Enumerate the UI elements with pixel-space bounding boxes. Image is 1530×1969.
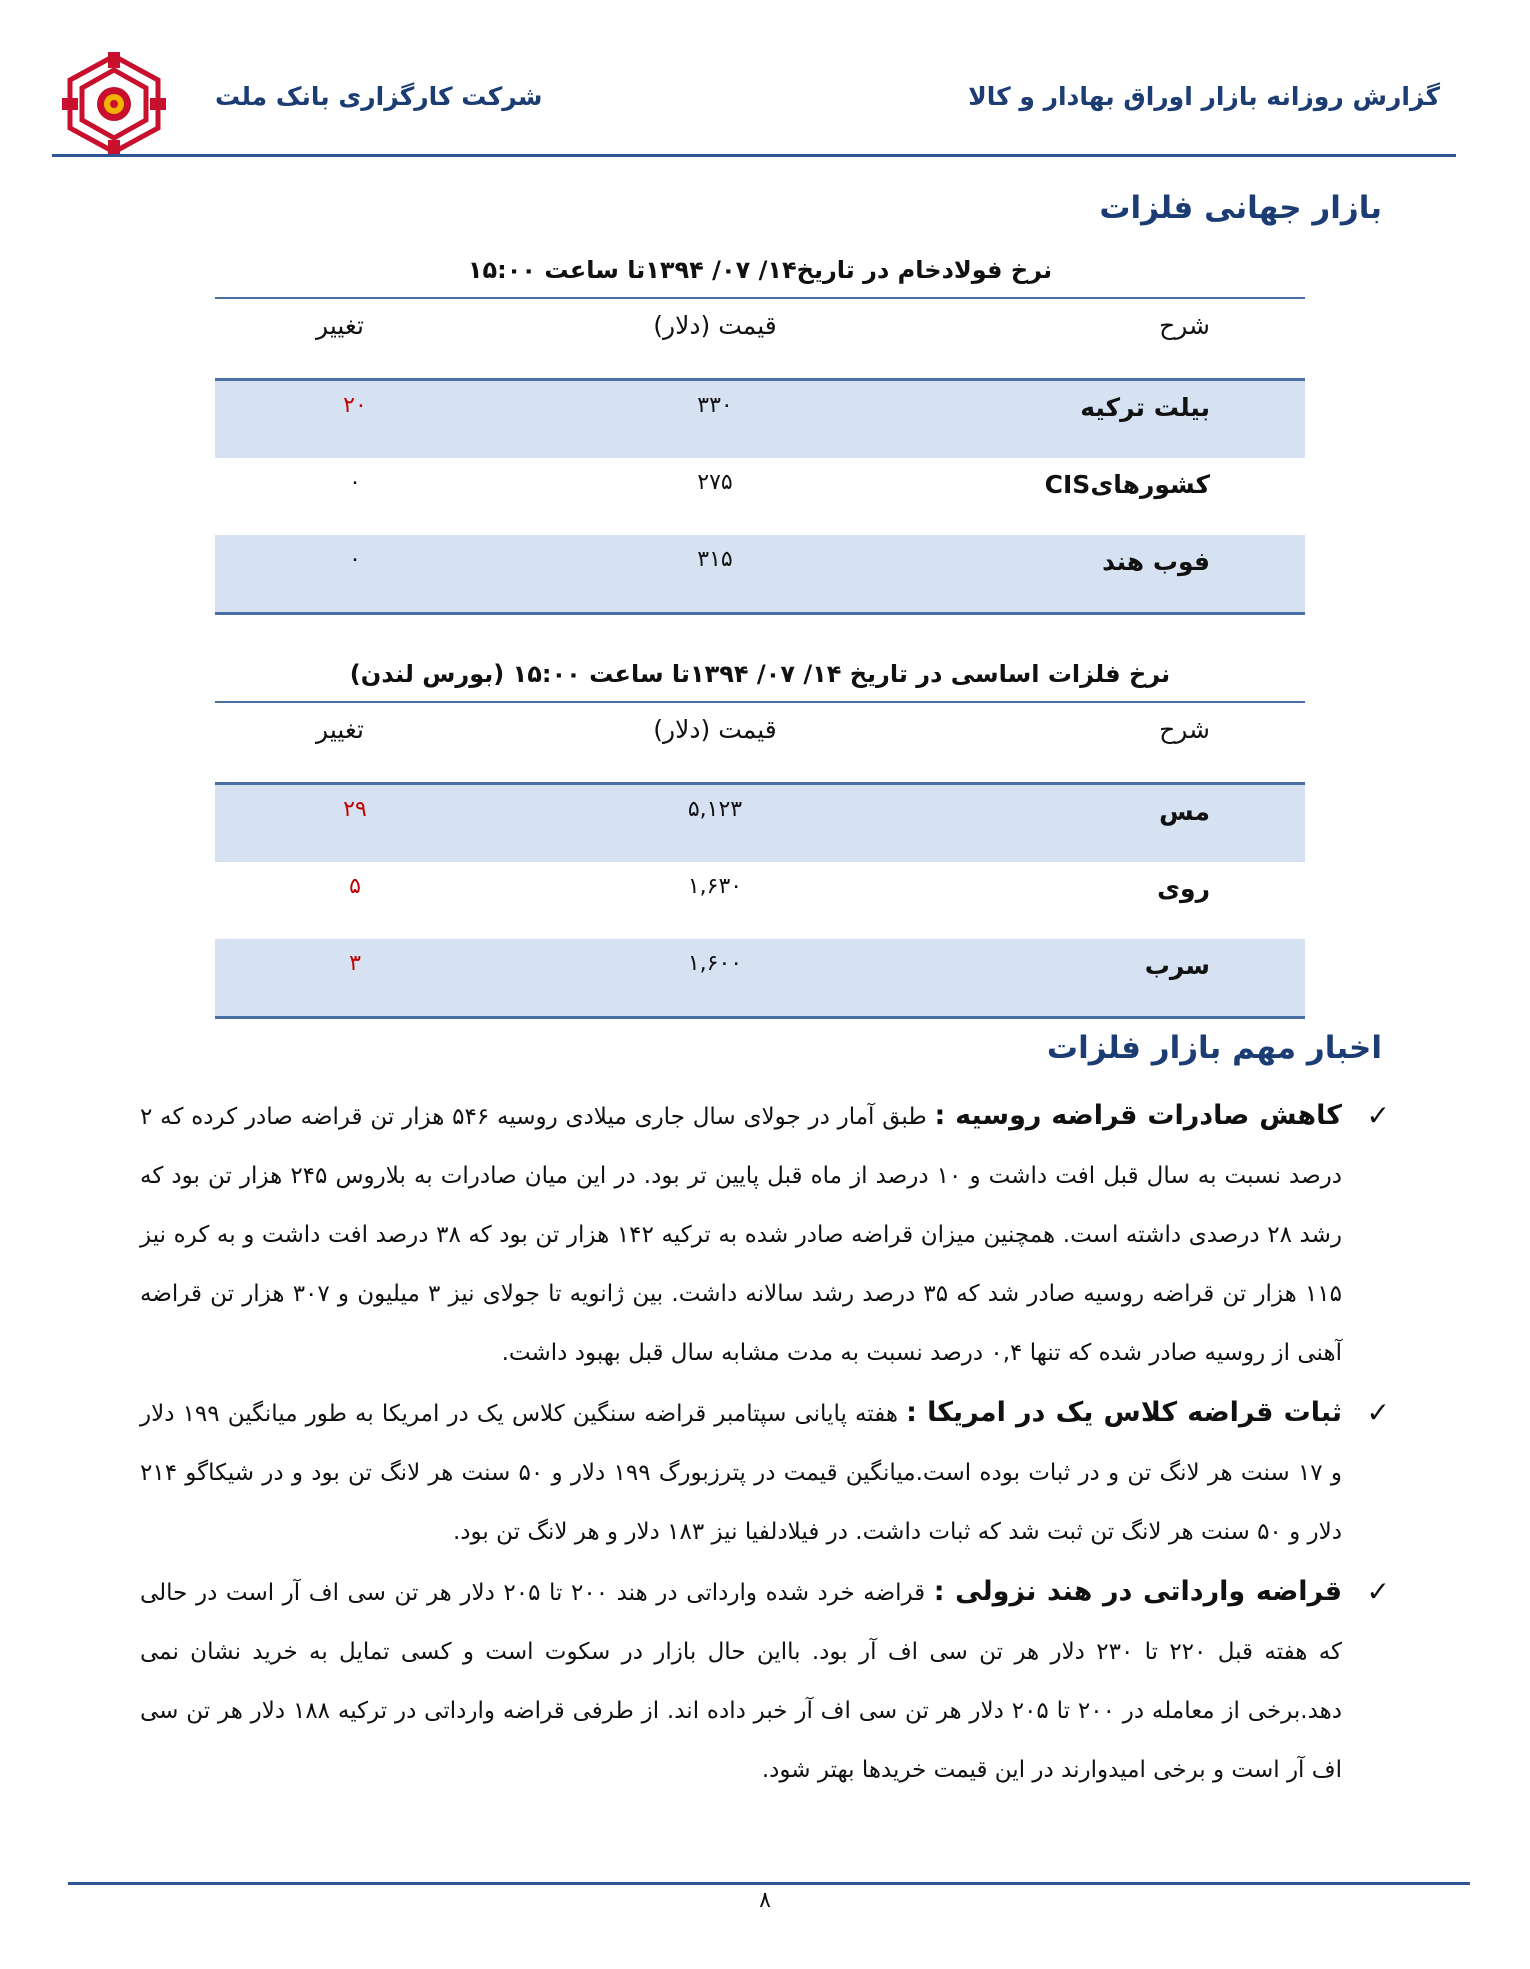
column-header-price: قیمت (دلار) [653, 311, 777, 340]
row-change: ۰ [349, 547, 361, 572]
column-header-desc: شرح [1159, 311, 1210, 340]
row-price: ۱,۶۳۰ [687, 874, 743, 899]
checkmark-icon: ✓ [1366, 1396, 1390, 1429]
table1-caption: نرخ فولادخام در تاریخ۱۴/ ۰۷/ ۱۳۹۴تا ساعت ۱۵:۰۰ [467, 256, 1053, 284]
checkmark-icon: ✓ [1366, 1575, 1390, 1608]
news-item-title: کاهش صادرات قراضه روسیه : [934, 1100, 1342, 1131]
footer-divider [68, 1882, 1470, 1885]
news-item [140, 1562, 1390, 1800]
section-title-world-metals: بازار جهانی فلزات [1099, 190, 1382, 226]
crude-steel-table [215, 297, 1305, 615]
table-row [215, 862, 1305, 939]
bank-mellat-logo-icon [60, 50, 168, 158]
news-item-title: ثبات قراضه کلاس یک در امریکا : [906, 1397, 1343, 1428]
news-item-body: هفته پایانی سپتامبر قراضه سنگین کلاس یک در امریکا به طور میانگین ۱۹۹ دلار و ۱۷ سنت هر لانگ تن و در ثبات بوده است.میانگین قیمت در پترزبورگ ۱۹۹ دلار و ۵۰ سنت هر لانگ تن بود و در شیکاگو ۲۱۴ دلار و ۵۰ سنت هر لانگ تن ثبت شد که ثبات داشت. در فیلادلفیا نیز ۱۸۳ دلار و هر لانگ تن بود. [140, 1401, 1342, 1545]
row-price: ۳۱۵ [697, 547, 733, 572]
table-header-row [215, 703, 1305, 785]
row-desc: مس [1159, 797, 1210, 826]
row-price: ۳۳۰ [697, 393, 733, 418]
news-item [140, 1383, 1390, 1562]
news-item-title: قراضه وارداتی در هند نزولی : [933, 1576, 1343, 1607]
row-price: ۵,۱۲۳ [687, 797, 743, 822]
page-number: ۸ [759, 1888, 771, 1913]
row-desc: بیلت ترکیه [1080, 393, 1210, 422]
column-header-price: قیمت (دلار) [653, 715, 777, 744]
table-header-row [215, 299, 1305, 381]
row-change: ۲۹ [343, 797, 367, 822]
news-item-body: قراضه خرد شده وارداتی در هند ۲۰۰ تا ۲۰۵ دلار هر تن سی اف آر است در حالی که هفته قبل ۲۲۰ تا ۲۳۰ دلار هر تن سی اف آر بود. بااین حال بازار در سکوت است و کسی تمایل به خرید نشان نمی دهد.برخی از معامله در ۲۰۰ تا ۲۰۵ دلار هر تن سی اف آر خبر داده اند. از طرفی قراضه وارداتی در ترکیه ۱۸۸ دلار هر تن سی اف آر است و برخی امیدوارند در این قیمت خریدها بهتر شود. [140, 1580, 1343, 1783]
news-item [140, 1086, 1390, 1383]
section-title-metals-news: اخبار مهم بازار فلزات [1046, 1030, 1382, 1066]
news-item-body: طبق آمار در جولای سال جاری میلادی روسیه ۵۴۶ هزار تن قراضه صادر کرده که ۲ درصد نسبت به سال قبل افت داشت و ۱۰ درصد از ماه قبل پایین تر بود. در این میان صادرات به بلاروس ۲۴۵ هزار تن بود که رشد ۲۸ درصدی داشته است. همچنین میزان قراضه صادر شده به ترکیه ۱۴۲ هزار تن بود که ۳۸ درصد افت داشت و به کره نیز ۱۱۵ هزار تن قراضه روسیه صادر شد که ۳۵ درصد رشد سالانه داشت. بین ژانویه تا جولای نیز ۳ میلیون و ۳۰۷ هزار تن قراضه آهنی از روسیه صادر شده که تنها ۰,۴ درصد نسبت به مدت مشابه سال قبل بهبود داشت. [140, 1104, 1343, 1366]
table-row [215, 381, 1305, 458]
header-company-name: شرکت کارگزاری بانک ملت [215, 82, 543, 111]
table-row [215, 939, 1305, 1016]
row-desc: روی [1157, 874, 1210, 903]
table-row [215, 535, 1305, 612]
row-price: ۱,۶۰۰ [687, 951, 743, 976]
row-desc: سرب [1144, 951, 1210, 980]
header-divider [52, 154, 1456, 157]
base-metals-table [215, 701, 1305, 1019]
column-header-change: تغییر [316, 715, 364, 744]
table-row [215, 458, 1305, 535]
row-change: ۰ [349, 470, 361, 495]
row-desc: کشورهایCIS [1044, 470, 1210, 499]
table-bottom-rule [215, 612, 1305, 615]
row-change: ۵ [349, 874, 361, 899]
checkmark-icon: ✓ [1366, 1099, 1390, 1132]
news-list [140, 1086, 1390, 1800]
table2-caption: نرخ فلزات اساسی در تاریخ ۱۴/ ۰۷/ ۱۳۹۴تا ساعت ۱۵:۰۰ (بورس لندن) [349, 660, 1171, 688]
row-desc: فوب هند [1102, 547, 1210, 576]
row-change: ۲۰ [343, 393, 367, 418]
table-bottom-rule [215, 1016, 1305, 1019]
row-change: ۳ [349, 951, 361, 976]
row-price: ۲۷۵ [697, 470, 733, 495]
table-row [215, 785, 1305, 862]
header-report-title: گزارش روزانه بازار اوراق بهادار و کالا [968, 82, 1440, 111]
column-header-desc: شرح [1159, 715, 1210, 744]
column-header-change: تغییر [316, 311, 364, 340]
